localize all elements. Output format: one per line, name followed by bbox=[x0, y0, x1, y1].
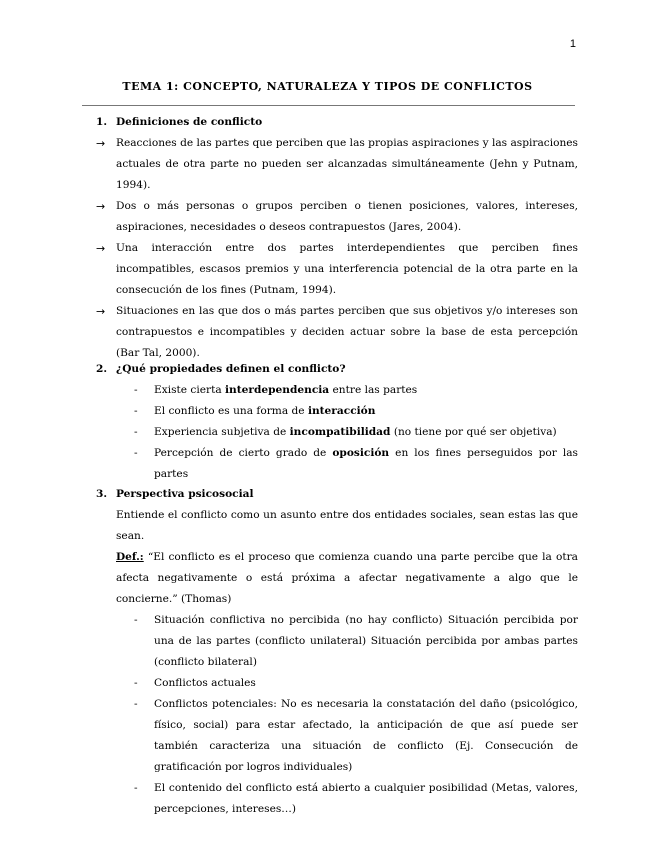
section-definitions bbox=[96, 112, 578, 364]
dash-bullet-icon: - bbox=[134, 384, 138, 396]
section-heading bbox=[96, 112, 578, 133]
dash-bullet-icon: - bbox=[134, 447, 138, 459]
item-text: Conflictos actuales bbox=[154, 677, 256, 689]
item-text-after: (no tiene por qué ser objetiva) bbox=[390, 426, 557, 438]
item-text: Conflictos potenciales: No es necesaria la constatación del daño (psicológico, físico, social) para estar afectado, la anticipación de que así puede ser también caracteriza una situación de conflicto (Ej. Consecución de gratificación por logros individuales) bbox=[154, 698, 578, 773]
section-title: ¿Qué propiedades definen el conflicto? bbox=[116, 363, 346, 375]
list-item bbox=[96, 694, 578, 778]
section-properties bbox=[96, 359, 578, 485]
section-title: Perspectiva psicosocial bbox=[116, 488, 254, 500]
definition-item bbox=[96, 196, 578, 238]
item-text-before: Existe cierta bbox=[154, 384, 226, 396]
definition-item bbox=[96, 133, 578, 196]
section-heading bbox=[96, 484, 578, 505]
definition-quote: “El conflicto es el proceso que comienza cuando una parte percibe que la otra afecta negativamente o está próxima a afectar negativamente a algo que le concierne.” (Thomas) bbox=[116, 551, 578, 605]
psychosocial-list bbox=[96, 610, 578, 820]
item-text-after: en los fines perseguidos por las partes bbox=[154, 447, 578, 480]
section-intro: Entiende el conflicto como un asunto entre dos entidades sociales, sean estas las que sean. bbox=[116, 509, 578, 542]
definition-text: Reacciones de las partes que perciben que las propias aspiraciones y las aspiraciones actuales de otra parte no pueden ser alcanzadas simultáneamente (Jehn y Putnam, 1994). bbox=[116, 137, 578, 191]
definition-item bbox=[96, 238, 578, 301]
item-keyword: incompatibilidad bbox=[289, 426, 391, 438]
arrow-right-icon: → bbox=[96, 305, 106, 318]
section-title: Definiciones de conflicto bbox=[116, 116, 263, 128]
definition-text: Situaciones en las que dos o más partes perciben que sus objetivos y/o intereses son contrapuestos e incompatibles y deciden actuar sobre la base de esta percepción (Bar Tal, 2000). bbox=[116, 305, 578, 359]
section-number: 2. bbox=[96, 363, 108, 375]
list-item bbox=[96, 610, 578, 673]
title-divider bbox=[82, 105, 575, 106]
list-item bbox=[96, 401, 578, 422]
item-keyword: interdependencia bbox=[225, 384, 330, 396]
item-text-before: Percepción de cierto grado de bbox=[154, 447, 333, 459]
list-item bbox=[96, 422, 578, 443]
dash-bullet-icon: - bbox=[134, 677, 138, 689]
definition-text: Dos o más personas o grupos perciben o tienen posiciones, valores, intereses, aspiraciones, necesidades o deseos contrapuestos (Jares, 2004). bbox=[116, 200, 578, 233]
item-text-before: El conflicto es una forma de bbox=[154, 405, 308, 417]
definition-item bbox=[96, 301, 578, 364]
dash-bullet-icon: - bbox=[134, 426, 138, 438]
dash-bullet-icon: - bbox=[134, 698, 138, 710]
definition-text: Una interacción entre dos partes interdependientes que perciben fines incompatibles, escasos premios y una interferencia potencial de la otra parte en la consecución de los fines (Putnam, 1994). bbox=[116, 242, 578, 296]
list-item bbox=[96, 443, 578, 485]
definition-paragraph bbox=[96, 547, 578, 610]
page-number: 1 bbox=[569, 38, 576, 50]
section-psychosocial bbox=[96, 484, 578, 820]
item-keyword: interacción bbox=[307, 405, 376, 417]
dash-bullet-icon: - bbox=[134, 614, 138, 626]
item-keyword: oposición bbox=[332, 447, 390, 459]
dash-bullet-icon: - bbox=[134, 405, 138, 417]
arrow-right-icon: → bbox=[96, 137, 106, 150]
item-text: Situación conflictiva no percibida (no hay conflicto) Situación percibida por una de las partes (conflicto unilateral) Situación percibida por ambas partes (conflicto bilateral) bbox=[154, 614, 578, 668]
list-item bbox=[96, 380, 578, 401]
definition-label: Def.: bbox=[116, 551, 144, 563]
section-heading bbox=[96, 359, 578, 380]
section-number: 1. bbox=[96, 116, 108, 128]
dash-bullet-icon: - bbox=[134, 782, 138, 794]
document-title: TEMA 1: CONCEPTO, NATURALEZA Y TIPOS DE CONFLICTOS bbox=[122, 80, 533, 93]
item-text-after: entre las partes bbox=[329, 384, 418, 396]
arrow-right-icon: → bbox=[96, 242, 106, 255]
section-number: 3. bbox=[96, 488, 108, 500]
properties-list bbox=[96, 380, 578, 485]
list-item bbox=[96, 778, 578, 820]
arrow-right-icon: → bbox=[96, 200, 106, 213]
item-text: El contenido del conflicto está abierto a cualquier posibilidad (Metas, valores, percepciones, intereses…) bbox=[154, 782, 578, 815]
list-item bbox=[96, 673, 578, 694]
item-text-before: Experiencia subjetiva de bbox=[154, 426, 290, 438]
